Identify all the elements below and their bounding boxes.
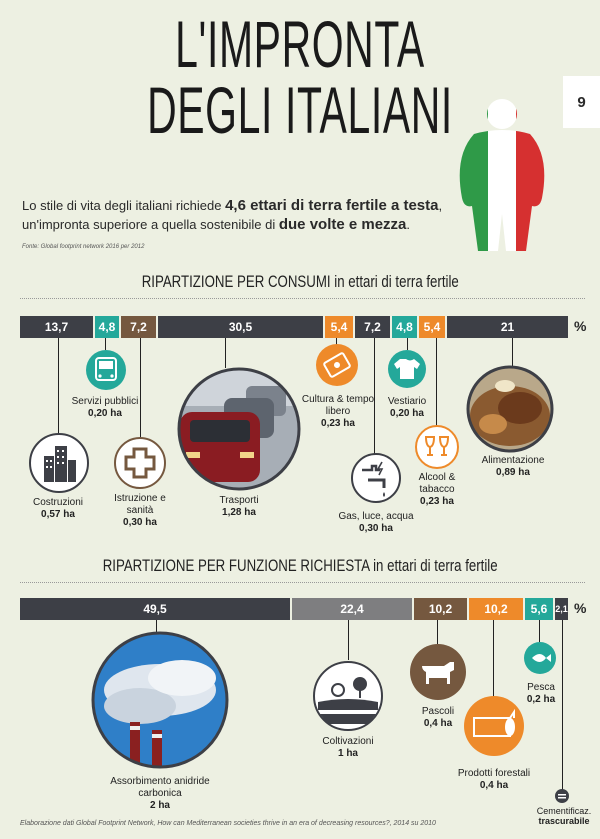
leader-line [437,620,438,644]
cement-icon [554,788,570,804]
label-co2: Assorbimento anidride carbonica 2 ha [110,776,210,811]
label-pesca: Pesca 0,2 ha [526,682,556,705]
bar-segment-vestiario: 4,8 [392,316,419,338]
bar-segment-gas: 7,2 [355,316,392,338]
label-cemento: Cementificaz. trascurabile [536,806,592,826]
intro-text: Lo stile di vita degli italiani richiede 4,6 ettari di terra fertile a testa, un'impronta superiore a quella sostenibile di due volte e mezza. [22,197,443,233]
label-costruzioni: Costruzioni 0,57 ha [32,497,84,520]
bar-segment-cultura: 5,4 [325,316,355,338]
food-photo [465,364,555,454]
wine-glasses-icon [414,424,460,470]
smokestack-photo [90,630,230,770]
fish-icon [522,640,558,676]
funzione-bar [20,598,568,620]
bar-segment-coltivazioni: 22,4 [292,598,414,620]
label-istruzione: Istruzione e sanità 0,30 ha [114,493,166,528]
utilities-icon [350,452,402,504]
fields-icon [312,660,384,732]
percent-unit: % [574,600,587,616]
bar-segment-trasporti: 30,5 [158,316,325,338]
section-heading-consumi: RIPARTIZIONE PER CONSUMI in ettari di terra fertile [141,272,459,291]
cow-icon [408,642,468,702]
bar-segment-servizi: 4,8 [95,316,121,338]
leader-line [539,620,540,642]
bar-segment-costruzioni: 13,7 [20,316,95,338]
bar-segment-istruzione: 7,2 [121,316,158,338]
leader-line [493,620,494,698]
label-gas: Gas, luce, acqua 0,30 ha [338,511,414,534]
bar-segment-pascoli: 10,2 [414,598,469,620]
consumi-bar [20,316,568,338]
title-line-2: DEGLI ITALIANI [147,73,453,147]
percent-unit: % [574,318,587,334]
bar-segment-alimentazione: 21 [447,316,568,338]
leader-line [225,338,226,368]
label-servizi: Servizi pubblici 0,20 ha [71,396,139,419]
page-number: 9 [563,76,600,128]
label-cultura: Cultura & tempo libero 0,23 ha [301,394,375,429]
footer-source: Elaborazione dati Global Footprint Network, How can Mediterranean societies thrive in an era of decreasing resources?, 2014 su 2010 [20,820,436,827]
bar-segment-pesca: 5,6 [525,598,555,620]
bar-segment-alcool: 5,4 [419,316,447,338]
label-alcool: Alcool & tabacco 0,23 ha [418,472,456,507]
label-alimentazione: Alimentazione 0,89 ha [481,455,545,478]
source-note: Fonte: Global footprint network 2016 per 2012 [22,244,145,250]
traffic-photo [176,366,302,492]
leader-line [140,338,141,438]
building-icon [28,432,90,494]
bar-segment-cemento: 2,1 [555,598,568,620]
health-cross-icon [113,436,167,490]
italian-flag-figure-icon [452,96,552,254]
label-vestiario: Vestiario 0,20 ha [387,396,427,419]
label-trasporti: Trasporti 1,28 ha [219,495,259,518]
divider [20,298,585,299]
title-line-1: L'IMPRONTA [175,7,425,81]
ticket-icon [314,342,360,388]
label-forestali: Prodotti forestali 0,4 ha [457,768,531,791]
tshirt-icon [386,348,428,390]
divider [20,582,585,583]
bar-segment-forestali: 10,2 [469,598,525,620]
bus-icon [84,348,128,392]
bar-segment-co2: 49,5 [20,598,292,620]
leader-line [58,338,59,438]
label-coltivazioni: Coltivazioni 1 ha [322,736,374,759]
section-heading-funzione: RIPARTIZIONE PER FUNZIONE RICHIESTA in ettari di terra fertile [102,556,498,575]
leader-line [348,620,349,660]
label-pascoli: Pascoli 0,4 ha [421,706,455,729]
